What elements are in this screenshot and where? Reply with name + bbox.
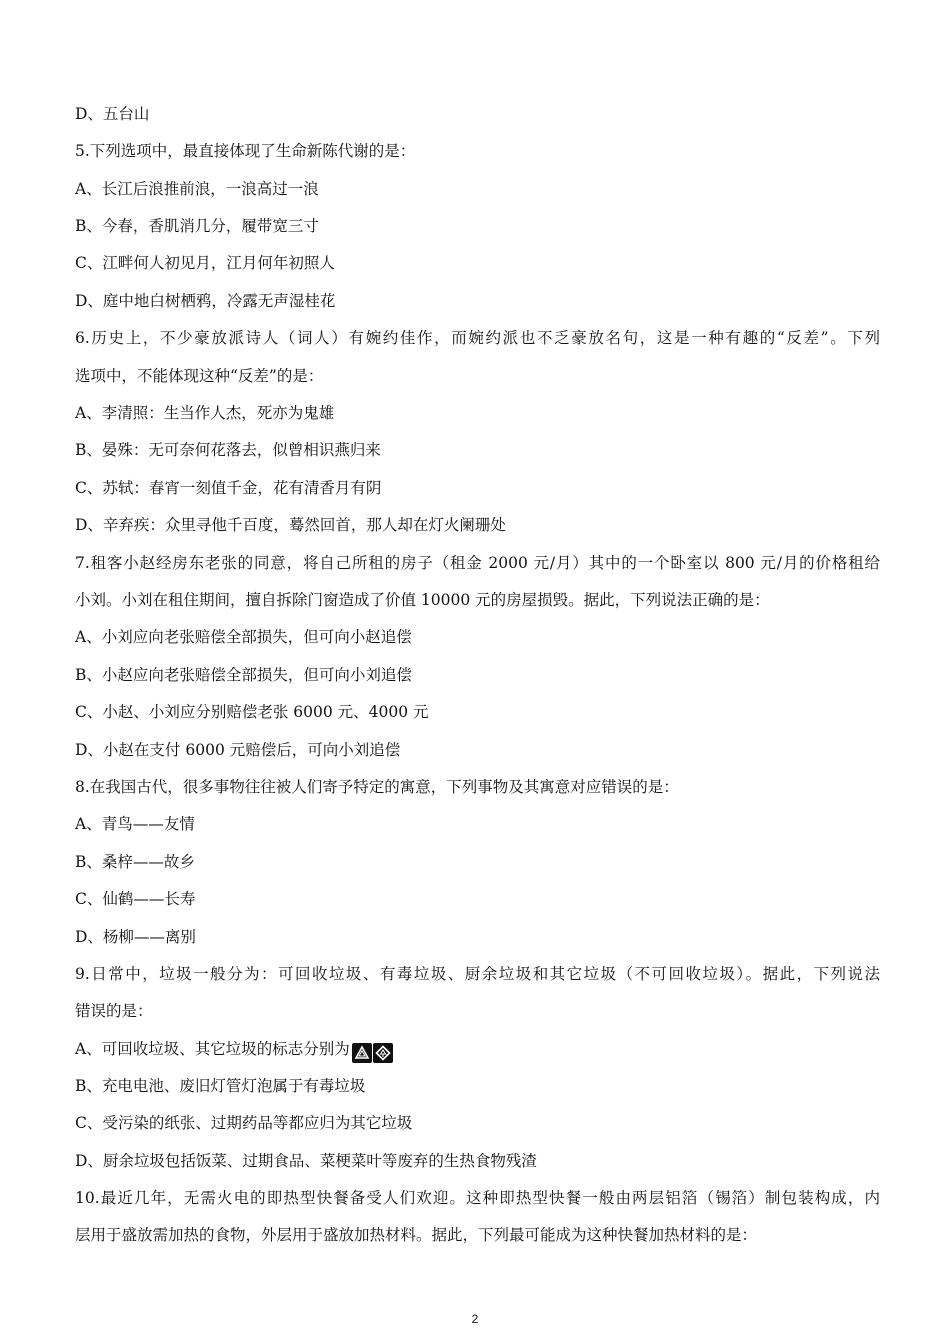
waste-icons (352, 1043, 394, 1063)
question-9: 9.日常中，垃圾一般分为：可回收垃圾、有毒垃圾、厨余垃圾和其它垃圾（不可回收垃圾）。据此，下列说法 (75, 965, 880, 983)
option-line-with-icons (75, 1039, 394, 1063)
option-line: D、厨余垃圾包括饭菜、过期食品、菜梗菜叶等废弃的生热食物残渣 (75, 1152, 537, 1170)
option-line: D、杨柳——离别 (75, 928, 196, 946)
option-line: C、江畔何人初见月，江月何年初照人 (75, 254, 335, 272)
option-text: A、可回收垃圾、其它垃圾的标志分别为 (75, 1040, 350, 1058)
page-number: 2 (471, 1312, 479, 1326)
option-line: C、受污染的纸张、过期药品等都应归为其它垃圾 (75, 1114, 413, 1132)
option-line: B、晏殊：无可奈何花落去，似曾相识燕归来 (75, 441, 381, 459)
question-7-cont: 小刘。小刘在租住期间，擅自拆除门窗造成了价值 10000 元的房屋损毁。据此，下列说法正确的是： (75, 591, 770, 609)
question-6-cont: 选项中，不能体现这种“反差”的是： (75, 367, 324, 385)
question-10-cont: 层用于盛放需加热的食物，外层用于盛放加热材料。据此，下列最可能成为这种快餐加热材料的是： (75, 1226, 758, 1244)
option-line: D、庭中地白树栖鸦，冷露无声湿桂花 (75, 292, 336, 310)
question-8: 8.在我国古代，很多事物往往被人们寄予特定的寓意，下列事物及其寓意对应错误的是： (75, 778, 679, 796)
option-line: C、小赵、小刘应分别赔偿老张 6000 元、4000 元 (75, 703, 429, 721)
option-line: A、李清照：生当作人杰，死亦为鬼雄 (75, 404, 335, 422)
question-10: 10.最近几年，无需火电的即热型快餐备受人们欢迎。这种即热型快餐一般由两层铝箔（锡箔）制包装构成，内 (75, 1189, 880, 1207)
question-7: 7.租客小赵经房东老张的同意，将自己所租的房子（租金 2000 元/月）其中的一个卧室以 800 元/月的价格租给 (75, 554, 880, 572)
option-line: B、桑梓——故乡 (75, 853, 195, 871)
option-line: D、辛弃疾：众里寻他千百度，蓦然回首，那人却在灯火阑珊处 (75, 516, 506, 534)
option-line: B、小赵应向老张赔偿全部损失，但可向小刘追偿 (75, 666, 412, 684)
question-9-cont: 错误的是： (75, 1002, 153, 1020)
other-waste-icon (373, 1043, 393, 1063)
option-line: D、小赵在支付 6000 元赔偿后，可向小刘追偿 (75, 741, 401, 759)
option-line: D、五台山 (75, 105, 150, 123)
recycle-icon (352, 1043, 372, 1063)
option-line: B、充电电池、废旧灯管灯泡属于有毒垃圾 (75, 1077, 366, 1095)
option-line: A、青鸟——友情 (75, 815, 195, 833)
option-line: A、长江后浪推前浪，一浪高过一浪 (75, 180, 319, 198)
option-line: A、小刘应向老张赔偿全部损失，但可向小赵追偿 (75, 628, 412, 646)
option-line: C、仙鹤——长寿 (75, 890, 196, 908)
option-line: C、苏轼：春宵一刻值千金，花有清香月有阴 (75, 479, 382, 497)
question-5: 5.下列选项中，最直接体现了生命新陈代谢的是： (75, 142, 416, 160)
question-6: 6.历史上，不少豪放派诗人（词人）有婉约佳作，而婉约派也不乏豪放名句，这是一种有趣的“反差”。下列 (75, 329, 880, 347)
option-line: B、今春，香肌消几分，履带宽三寸 (75, 217, 319, 235)
